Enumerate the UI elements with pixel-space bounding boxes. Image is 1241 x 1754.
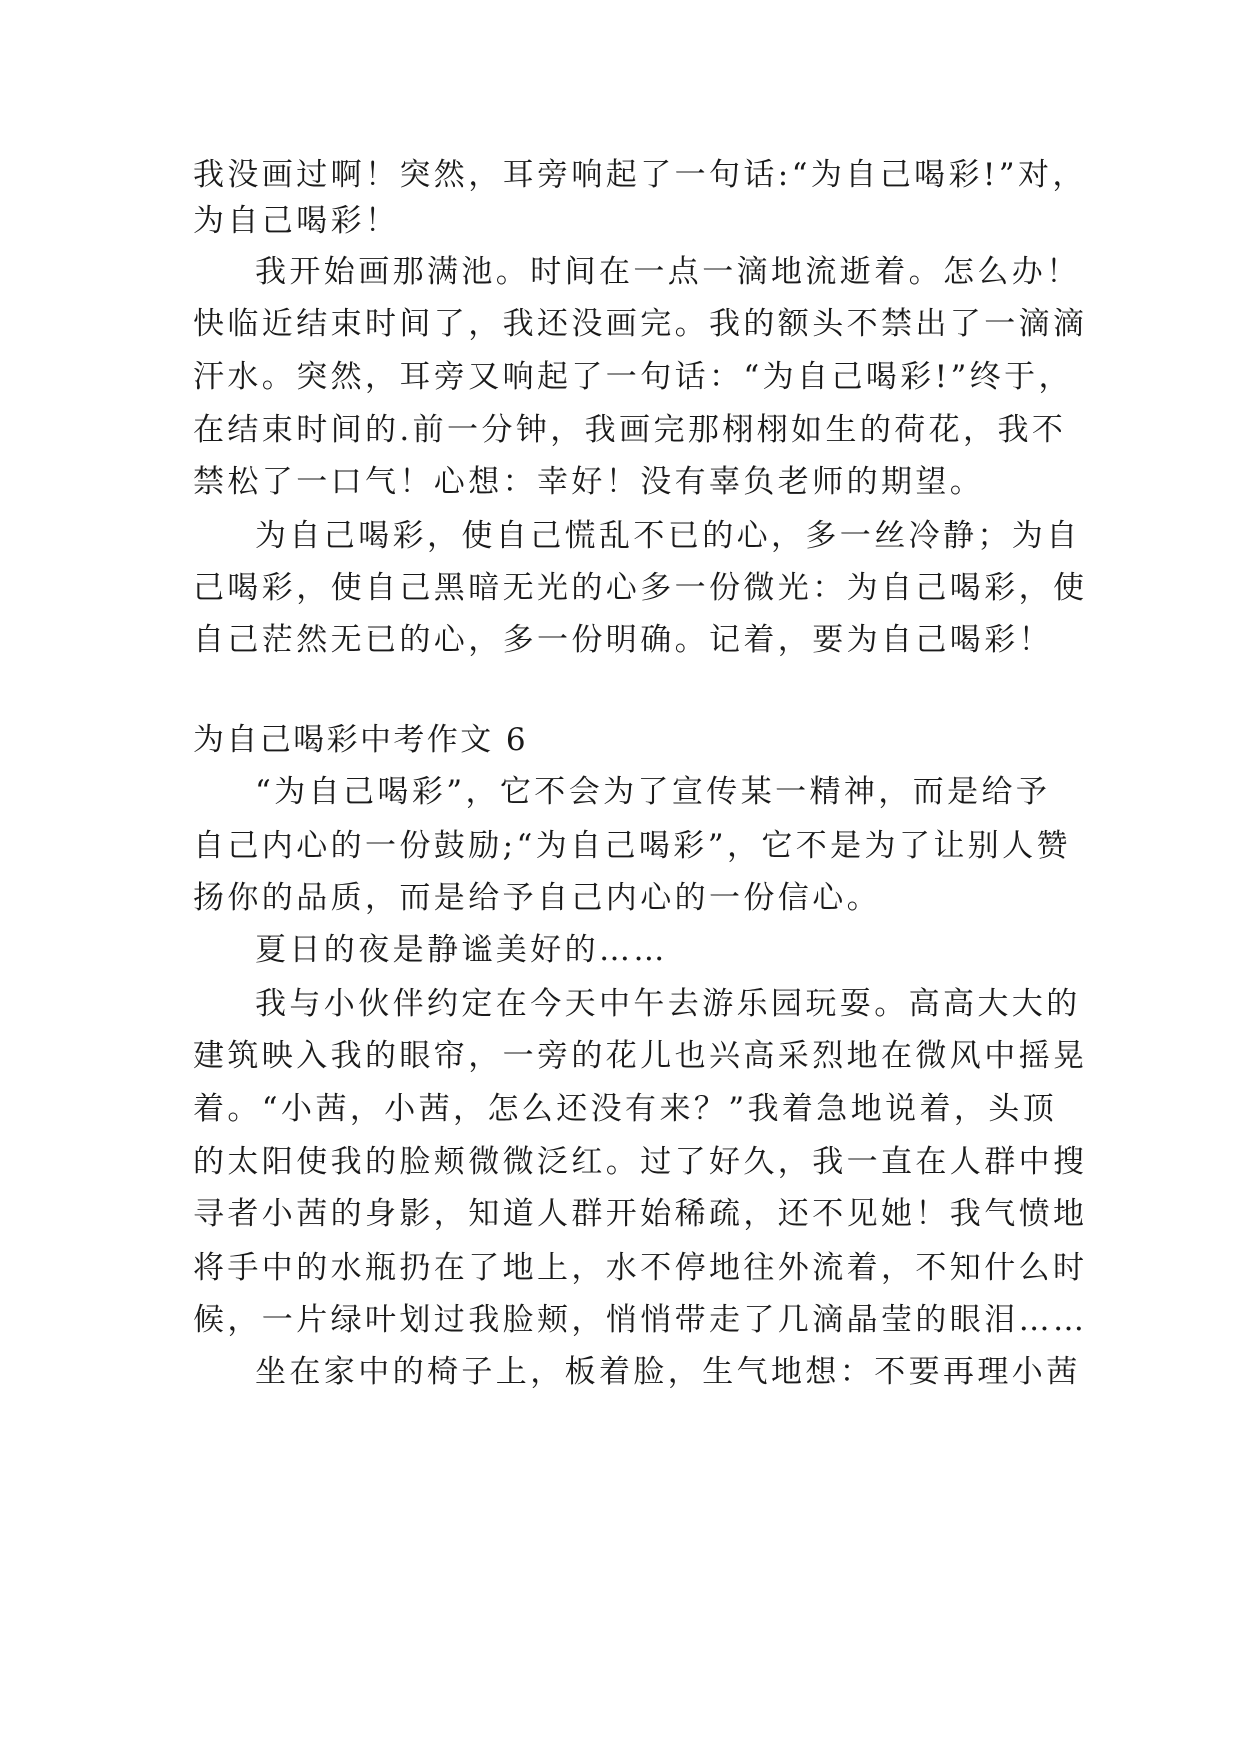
text-line: 为自己喝彩，使自己慌乱不已的心，多一丝冷静；为自 (255, 518, 1081, 554)
text-line: 我开始画那满池。时间在一点一滴地流逝着。怎么办！ (255, 254, 1081, 290)
text-line: 禁松了一口气！心想：幸好！没有辜负老师的期望。 (193, 464, 985, 500)
text-line: 汗水。突然，耳旁又响起了一句话：“为自己喝彩!”终于， (193, 359, 1073, 395)
text-line: 扬你的品质，而是给予自己内心的一份信心。 (193, 880, 881, 916)
section-title: 为自己喝彩中考作文 6 (193, 722, 528, 758)
text-line: 将手中的水瓶扔在了地上，水不停地往外流着，不知什么时 (193, 1250, 1088, 1286)
text-line: 己喝彩，使自己黑暗无光的心多一份微光：为自己喝彩，使 (193, 570, 1088, 606)
text-line: 在结束时间的.前一分钟，我画完那栩栩如生的荷花，我不 (193, 412, 1067, 448)
text-line: 自己茫然无已的心，多一份明确。记着，要为自己喝彩！ (193, 622, 1053, 658)
text-line: 快临近结束时间了，我还没画完。我的额头不禁出了一滴滴 (193, 306, 1088, 342)
text-line: 的太阳使我的脸颊微微泛红。过了好久，我一直在人群中搜 (193, 1144, 1088, 1180)
text-line: 建筑映入我的眼帘，一旁的花儿也兴高采烈地在微风中摇晃 (193, 1038, 1088, 1074)
text-line: 我没画过啊！突然，耳旁响起了一句话:“为自己喝彩!”对， (193, 157, 1087, 193)
text-line: 自己内心的一份鼓励;“为自己喝彩”，它不是为了让别人赞 (193, 828, 1071, 864)
text-line: 夏日的夜是静谧美好的…… (255, 932, 668, 968)
text-line: 寻者小茜的身影，知道人群开始稀疏，还不见她！我气愤地 (193, 1196, 1088, 1232)
text-line: 为自己喝彩！ (193, 203, 400, 239)
text-line: “为自己喝彩”，它不会为了宣传某一精神，而是给予 (255, 774, 1051, 810)
text-line: 着。“小茜，小茜，怎么还没有来？”我着急地说着，头顶 (193, 1091, 1058, 1127)
text-line: 候，一片绿叶划过我脸颊，悄悄带走了几滴晶莹的眼泪…… (193, 1302, 1088, 1338)
text-line: 我与小伙伴约定在今天中午去游乐园玩耍。高高大大的 (255, 986, 1081, 1022)
text-line: 坐在家中的椅子上，板着脸，生气地想：不要再理小茜 (255, 1354, 1081, 1390)
